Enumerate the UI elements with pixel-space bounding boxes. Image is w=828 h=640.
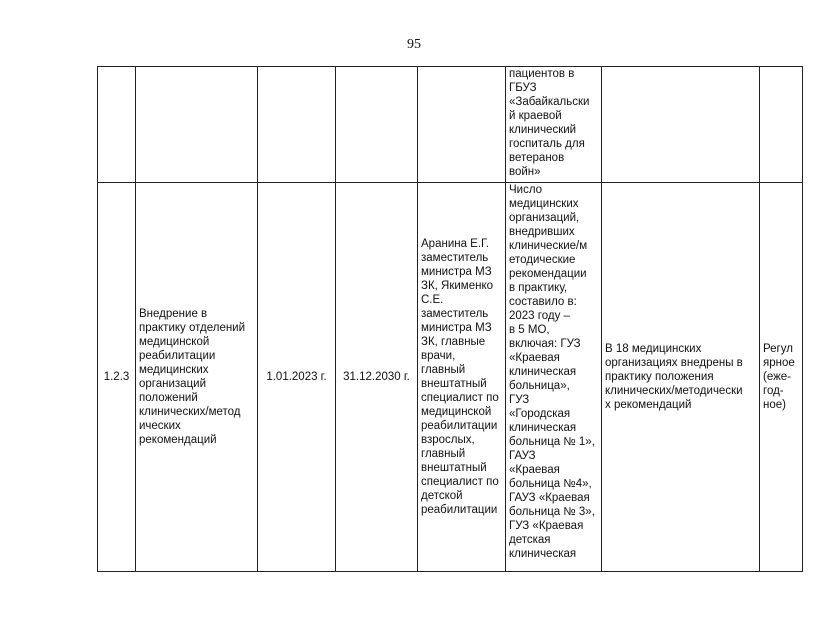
cell-measure: [136, 67, 258, 183]
cell-number: [98, 183, 136, 572]
indicator-text: Число медицинских организаций, внедривших клинические/м етодические рекомендации в практику, составило в: 2023 году – в 5 МО, включая: ГУЗ «Краевая клиническая больница», ГУЗ «Городская клиническая больница № 1», ГАУЗ «Краевая больница №4», ГАУЗ «Краевая больница № 3», ГУЗ «Краевая детская клиническая: [509, 184, 595, 560]
cell-frequency: [760, 67, 803, 183]
cell-start-date: [258, 183, 336, 572]
result-text: В 18 медицинских организациях внедрены в практику положения клинических/методически х рекомендаций: [605, 343, 743, 411]
cell-end-date: [336, 67, 418, 183]
cell-frequency: [760, 183, 803, 572]
cell-number: [98, 67, 136, 183]
frequency-text: Регул ярное (еже- год- ное): [763, 343, 795, 411]
cell-responsible: [418, 67, 506, 183]
cell-result: [602, 183, 760, 572]
start-date: 1.01.2023 г.: [266, 371, 327, 383]
cell-measure: [136, 183, 258, 572]
page-number: 95: [407, 37, 421, 52]
indicator-text: пациентов в ГБУЗ «Забайкальски й краевой клинический госпиталь для ветеранов войн»: [509, 68, 590, 178]
measures-table: [97, 66, 803, 572]
end-date: 31.12.2030 г.: [343, 371, 410, 383]
table-row-1-2-3: [98, 183, 803, 572]
responsible-text: Аранина Е.Г. заместитель министра МЗ ЗК, Якименко С.Е. заместитель министра МЗ ЗК, главные врачи, главный внештатный специалист по медицинской реабилитации взрослых, главный внештатный специалист по детской реабилитации: [421, 238, 499, 516]
cell-responsible: [418, 183, 506, 572]
cell-start-date: [258, 67, 336, 183]
table-row-continuation: [98, 67, 803, 183]
cell-indicator: [506, 67, 602, 183]
cell-end-date: [336, 183, 418, 572]
cell-result: [602, 67, 760, 183]
cell-indicator: [506, 183, 602, 572]
measure-text: Внедрение в практику отделений медицинской реабилитации медицинских организаций положений клинических/метод ических рекомендаций: [139, 308, 246, 446]
row-number: 1.2.3: [103, 371, 130, 383]
